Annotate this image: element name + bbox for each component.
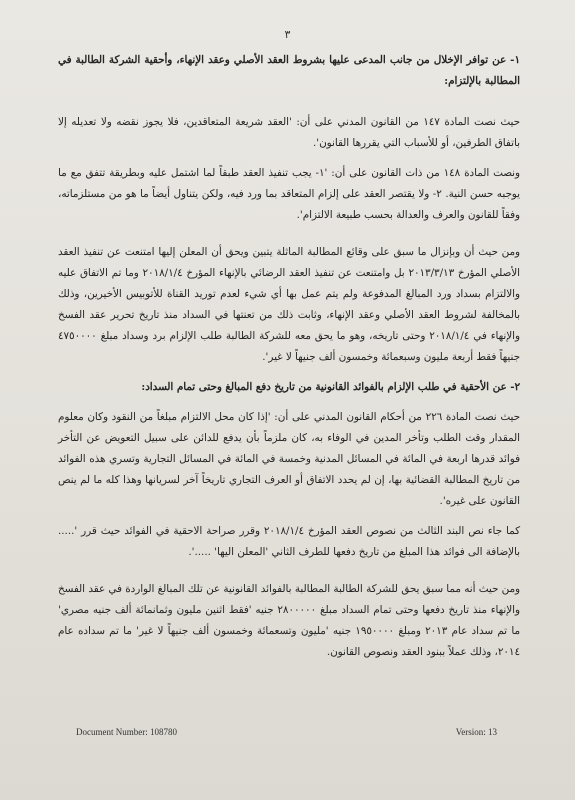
version-label: Version: 13 [455, 727, 497, 737]
paragraph-application-facts: ومن حيث أن وبإنزال ما سبق على وقائع المطالبة الماثلة يتبين ويحق أن المعلن إليها امتنعت عن تنفيذ العقد الأصلي المؤرخ ٢٠١٣/٣/١٣ بل وامتنعت عن تنفيذ العقد الرضائي بالإنهاء المؤرخ ٢٠١٨/١/٤ وما تم الاتفاق عليه والالتزام بسداد ورد المبالغ المدفوعة ولم يتم عمل بها أي شيء لعدم توريد القناة للأتوبيس الأخيرين، وذلك بالمخالفة لشروط العقد الأصلي وعقد الإنهاء، وثابت ذلك من تعنتها في السداد منذ تاريخ تحرير عقد الفسخ والإنهاء في ٢٠١٨/١/٤ وحتى تاريخه، وهو ما يحق معه للشركة الطالبة طلب الإلزام برد وسداد مبلغ ٤٧٥٠٠٠٠ جنيهاً فقط أربعة مليون وسبعمائة وخمسون ألف جنيهاً لا غير'. [58, 246, 520, 363]
document-body [58, 50, 520, 663]
section-heading-2: ٢- عن الأحقية في طلب الإلزام بالفوائد القانونية من تاريخ دفع المبالغ وحتى تمام السداد: [141, 381, 520, 393]
paragraph-article-148: ونصت المادة ١٤٨ من ذات القانون على أن: '١- يجب تنفيذ العقد طبقاً لما اشتمل عليه وبطريقة تتفق مع ما يوجبه حسن النية. ٢- ولا يقتصر العقد على إلزام المتعاقد بما ورد فيه، ولكن يتناول أيضاً ما هو من مستلزماته، وفقاً للقانون والعرف والعدالة بحسب طبيعة الالتزام'. [58, 167, 520, 221]
section-heading-1: ١- عن توافر الإخلال من جانب المدعى عليها بشروط العقد الأصلي وعقد الإنهاء، وأحقية الشركة الطالبة في المطالبة بالإلتزام: [58, 54, 520, 87]
paragraph-clause-three: كما جاء نص البند الثالث من نصوص العقد المؤرخ ٢٠١٨/١/٤ وقرر صراحة الاحقية في الفوائد حيث قرر '..... بالإضافة الى فوائد هذا المبلغ من تاريخ دفعها للطرف الثاني 'المعلن اليها' .....'. [58, 525, 520, 558]
page-number: ٣ [284, 28, 291, 41]
paragraph-interest-claim: ومن حيث أنه مما سبق يحق للشركة الطالبة المطالبة بالفوائد القانونية عن تلك المبالغ الواردة في عقد الفسخ والإنهاء منذ تاريخ دفعها وحتى تمام السداد مبلغ ٢٨٠٠٠٠٠ جنيه 'فقط اثنين مليون وثمانمائة ألف جنيه مصري' ما تم سداد عام ٢٠١٣ ومبلغ ١٩٥٠٠٠٠ جنيه 'مليون وتسعمائة وخمسون ألف جنيهاً لا غير' ما تم سداده عام ٢٠١٤، وذلك عملاً ببنود العقد ونصوص القانون. [58, 583, 520, 658]
paragraph-article-226: حيث نصت المادة ٢٢٦ من أحكام القانون المدني على أن: 'إذا كان محل الالتزام مبلغاً من النقود وكان معلوم المقدار وقت الطلب وتأخر المدين في الوفاء به، كان ملزماً بأن يدفع للدائن على سبيل التعويض عن التأخر فوائد قدرها اربعة في المائة في المسائل المدنية وخمسة في المائة في المسائل التجارية وتسري هذه الفوائد من تاريخ المطالبة القضائية بها، إن لم يحدد الاتفاق أو العرف التجاري تاريخاً آخر لسريانها وهذا كله ما لم ينص القانون على غيره'. [58, 411, 520, 507]
document-number: Document Number: 108780 [76, 727, 177, 737]
paragraph-article-147: حيث نصت المادة ١٤٧ من القانون المدني على أن: 'العقد شريعة المتعاقدين، فلا يجوز نقضه ولا تعديله إلا باتفاق الطرفين، أو للأسباب التي يقررها القانون'. [58, 116, 520, 149]
